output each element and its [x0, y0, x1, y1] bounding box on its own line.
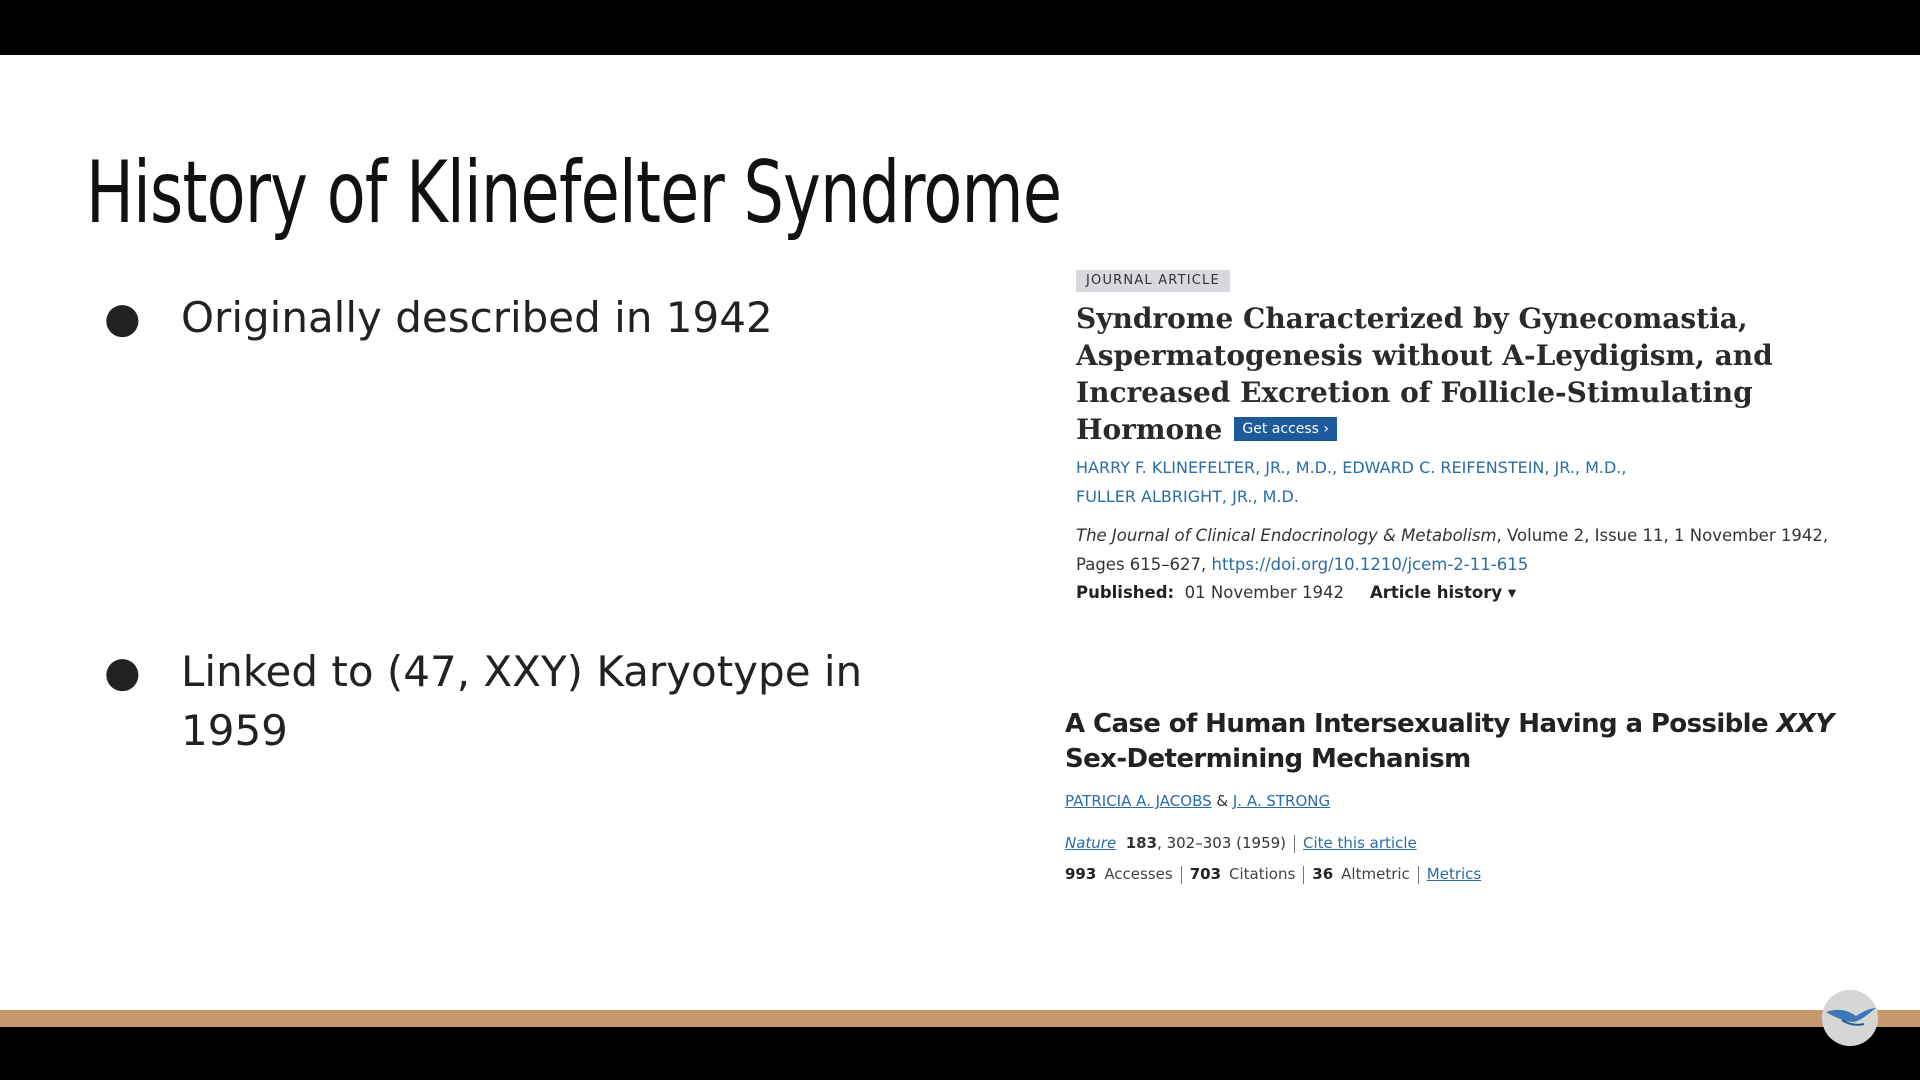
- article-1-citation: [1076, 521, 1876, 579]
- cite-this-article-link[interactable]: Cite this article: [1303, 834, 1417, 852]
- author-link-2[interactable]: J. A. STRONG: [1232, 792, 1331, 810]
- altmetric-count: 36: [1312, 865, 1334, 883]
- authors-line-2[interactable]: FULLER ALBRIGHT, JR., M.D.: [1076, 487, 1299, 506]
- article-1-authors: [1076, 453, 1796, 511]
- divider: [1303, 866, 1304, 884]
- article-2-title-xxy: XXY: [1776, 709, 1834, 739]
- altmetric-label: Altmetric: [1341, 865, 1410, 883]
- volume: 183: [1125, 834, 1158, 852]
- divider: [1294, 835, 1295, 853]
- bullet-text: Linked to (47, XXY) Karyotype in 1959: [181, 647, 863, 755]
- journal-name: The Journal of Clinical Endocrinology & Metabolism: [1076, 526, 1497, 545]
- doi-link[interactable]: https://doi.org/10.1210/jcem-2-11-615: [1211, 555, 1529, 574]
- slide: [0, 55, 1920, 1010]
- citation-details: , Volume 2, Issue 11, 1 November 1942, Pages 615–627,: [1076, 526, 1829, 574]
- accesses-label: Accesses: [1104, 865, 1173, 883]
- article-2-title-main: A Case of Human Intersexuality Having a Possible: [1065, 709, 1777, 739]
- letterbox-bottom: [0, 1027, 1920, 1080]
- article-2-citation: [1065, 833, 1885, 853]
- article-history-toggle[interactable]: Article history ▾: [1369, 583, 1517, 602]
- bird-logo-icon: [1822, 990, 1878, 1046]
- bullet-text: Originally described in 1942: [181, 293, 773, 342]
- article-2-authors: [1065, 791, 1885, 811]
- authors-line-1[interactable]: HARRY F. KLINEFELTER, JR., M.D., EDWARD C. REIFENSTEIN, JR., M.D.,: [1076, 458, 1627, 477]
- article-1-title-text: Syndrome Characterized by Gynecomastia, Aspermatogenesis without A-Leydigism, and Increased Excretion of Follicle-Stimulating Hormone: [1076, 302, 1773, 446]
- article-1-card: [1076, 269, 1876, 607]
- published-label: Published:: [1076, 583, 1175, 602]
- author-separator: &: [1211, 792, 1233, 810]
- journal-link[interactable]: Nature: [1065, 834, 1117, 852]
- bullet-dot: ●: [104, 647, 141, 696]
- slide-title: History of Klinefelter Syndrome: [86, 143, 1062, 243]
- article-type-tag: JOURNAL ARTICLE: [1076, 270, 1230, 292]
- accent-bar: [0, 1010, 1920, 1027]
- article-2-title-end: Sex-Determining Mechanism: [1065, 744, 1471, 774]
- author-link-1[interactable]: PATRICIA A. JACOBS: [1065, 792, 1212, 810]
- published-date: 01 November 1942: [1184, 583, 1344, 602]
- published-row: [1076, 579, 1876, 607]
- article-2-card: [1065, 707, 1885, 884]
- metrics-link[interactable]: Metrics: [1426, 865, 1482, 883]
- article-1-title: [1076, 300, 1796, 448]
- article-2-title: [1065, 707, 1885, 777]
- divider: [1181, 866, 1182, 884]
- divider: [1418, 866, 1419, 884]
- citations-label: Citations: [1229, 865, 1296, 883]
- accesses-count: 993: [1065, 865, 1097, 883]
- get-access-button[interactable]: Get access ›: [1234, 417, 1337, 441]
- citations-count: 703: [1189, 865, 1222, 883]
- article-2-metrics: [1065, 864, 1885, 884]
- bullet-dot: ●: [104, 293, 141, 342]
- pages: , 302–303 (1959): [1157, 834, 1287, 852]
